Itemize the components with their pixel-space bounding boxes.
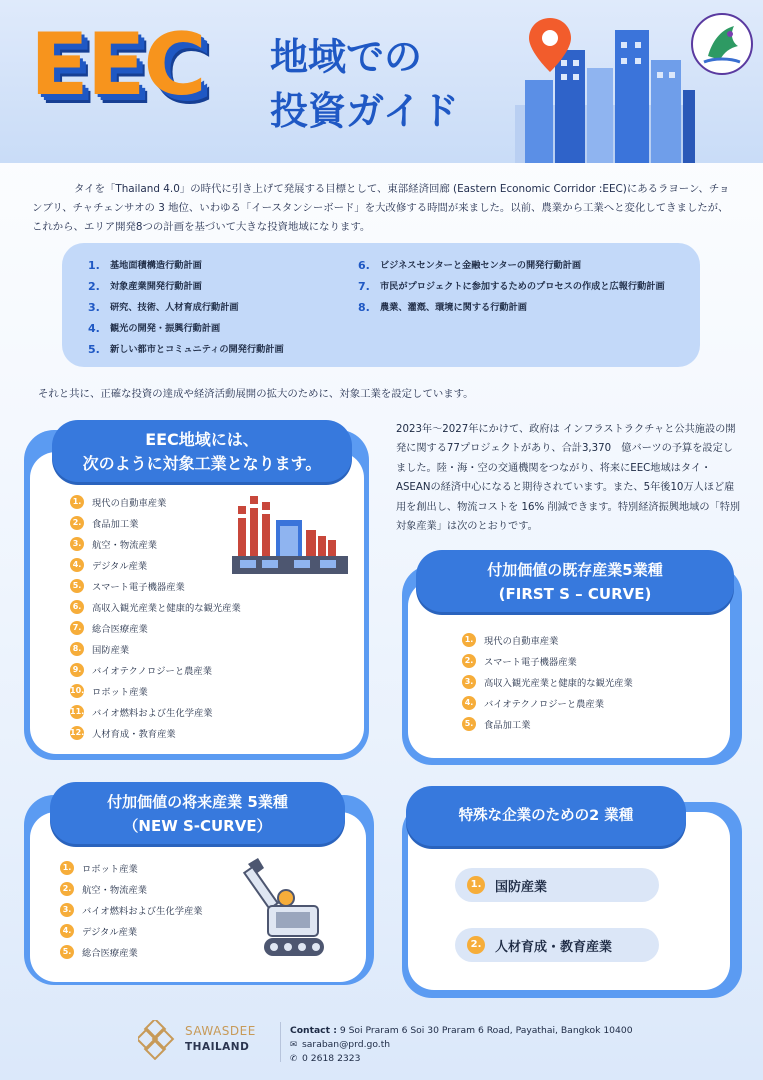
plan-item: 6. ビジネスセンターと金融センターの開発行動計画 [358,259,582,272]
contact-address-line: Contact : 9 Soi Praram 6 Soi 30 Praram 6 Road, Payathai, Bangkok 10400 [290,1025,633,1036]
list-item: 1. 現代の自動車産業 [70,491,241,512]
special-industry-item: 2. 人材育成・教育産業 [455,928,659,962]
target-industry-note: それと共に、正確な投資の達成や経済活動展開の拡大のために、対象工業を設定しています。 [38,388,474,400]
list-item: 8. 国防産業 [70,638,241,659]
title-line-1: 地域での [270,35,423,79]
list-item: 5. スマート電子機器産業 [70,575,241,596]
brand-subtitle: THAILAND [185,1041,250,1053]
intro-paragraph: タイを「Thailand 4.0」の時代に引き上げて発展する目標として、東部経済回廊 (Eastern Economic Corridor :EEC)にあるラヨーン、チョンブリ、チャチェンサオの 3 地位、いわゆる「イースタンシーボード」を大改修する時間が来ました。以前、農業から工業へと変化してきましたが、これから、エリア開発8つの計画を基づいて大きな投資地域になります。 [32,183,730,233]
first-s-curve-list [462,629,633,734]
card-eec-industries-title: EEC地域には、 次のように対象工業となります。 [52,420,352,482]
eec-logo-text: EEC [30,15,205,115]
eec-industries-list [70,491,241,743]
list-item: 10. ロボット産業 [70,685,148,698]
brand-name: SAWASDEE [185,1024,256,1038]
plan-item: 8. 農業、灌漑、環境に関する行動計画 [358,301,527,314]
phone-icon: ✆ [290,1054,298,1064]
robot-arm-illustration [228,850,346,962]
plans-left-column [88,255,358,360]
plan-item: 3. 研究、技術、人材育成行動計画 [88,301,239,314]
list-item: 4. デジタル産業 [60,920,203,941]
list-item: 4. バイオテクノロジーと農産業 [462,692,633,713]
plan-item: 5. 新しい都市とコミュニティの開発行動計画 [88,343,284,356]
list-item: 5. 総合医療産業 [60,941,203,962]
plans-right-column [358,255,688,318]
card-special-industries-title: 特殊な企業のための2 業種 [406,786,686,846]
header-banner [0,0,763,163]
new-s-curve-list [60,857,203,962]
list-item: 6. 高収入観光産業と健康的な観光産業 [70,596,241,617]
contact-email-line [290,1038,633,1053]
list-item: 12. 人材育成・教育産業 [70,727,176,740]
action-plans-box [62,243,700,367]
list-item: 3. 高収入観光産業と健康的な観光産業 [462,671,633,692]
email-link[interactable]: saraban@prd.go.th [302,1038,391,1050]
list-item: 5. 食品加工業 [462,713,633,734]
plan-item: 4. 観光の開発・振興行動計画 [88,322,221,335]
special-industry-item: 1. 国防産業 [455,868,659,902]
list-item: 2. 食品加工業 [70,512,241,533]
list-item: 9. バイオテクノロジーと農産業 [70,659,241,680]
plan-item: 2. 対象産業開発行動計画 [88,280,202,293]
title-line-2: 投資ガイド [270,89,459,133]
list-item: 1. ロボット産業 [60,857,203,878]
list-item: 3. バイオ燃料および生化学産業 [60,899,203,920]
card-first-s-curve-title: 付加価値の既存産業5業種 (FIRST S – CURVE) [416,550,734,612]
factory-illustration [232,490,348,582]
list-item: 2. 航空・物流産業 [60,878,203,899]
footer-divider [280,1022,281,1062]
list-item: 1. 現代の自動車産業 [462,629,633,650]
list-item: 11. バイオ燃料および生化学産業 [70,706,213,719]
city-illustration [515,10,695,163]
investment-description: 2023年〜2027年にかけて、政府は インフラストラクチャと公共施設の開発に関する77プロジェクトがあり、合計3,370 億バーツの予算を設定しました。陸・海・空の交通機関をつながり、将来にEEC地域はタイ・ASEANの経済中心になると期待されています。また、5年後10万人ほど雇用を創出し、物流コストを 16% 削減できます。特別経済振興地域の「特別対象産業」は次のとおりです。 [396,424,741,533]
list-item: 2. スマート電子機器産業 [462,650,633,671]
list-item: 4. デジタル産業 [70,554,241,575]
list-item: 3. 航空・物流産業 [70,533,241,554]
card-new-s-curve-title: 付加価値の将来産業 5業種 （NEW S-CURVE） [50,782,345,844]
mail-icon: ✉ [290,1039,298,1050]
contact-block [290,1024,633,1067]
sawasdee-logo-icon [138,1020,178,1060]
list-item: 7. 総合医療産業 [70,617,241,638]
page-title [270,30,459,138]
contact-phone-line: ✆ 0 2618 2323 [290,1052,633,1067]
plan-item: 7. 市民がプロジェクトに参加するためのプロセスの作成と広報行動計画 [358,280,665,293]
plan-item: 1. 基地面積構造行動計画 [88,259,202,272]
prd-emblem-icon [690,12,754,76]
